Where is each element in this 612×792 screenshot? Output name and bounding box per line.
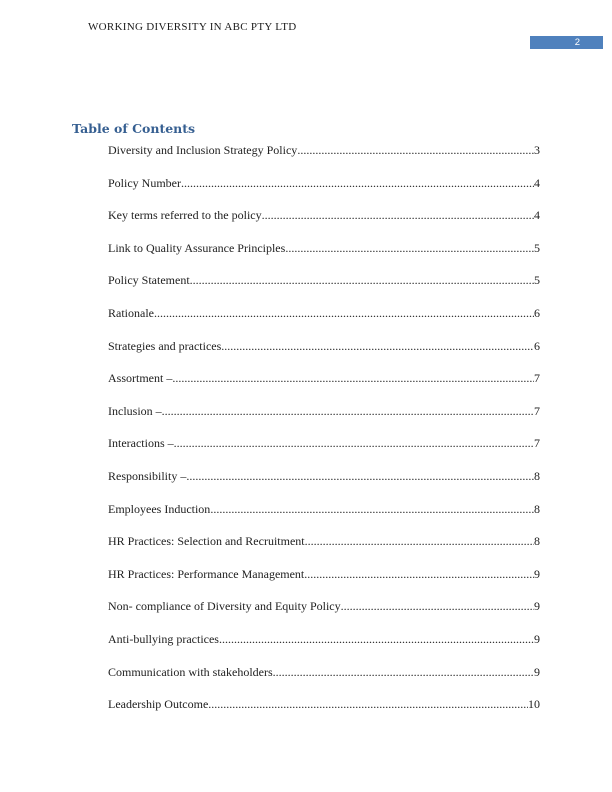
toc-entry-title: Employees Induction xyxy=(108,501,211,516)
toc-entry-title: Communication with stakeholders xyxy=(108,664,273,679)
toc-entry[interactable] xyxy=(108,241,540,256)
toc-entry[interactable] xyxy=(108,273,540,288)
toc-entry-page: 9 xyxy=(534,599,540,614)
toc-entry-page: 9 xyxy=(534,664,540,679)
toc-entry[interactable] xyxy=(108,306,540,321)
dot-leader xyxy=(297,143,534,158)
toc-entry-title: Leadership Outcome xyxy=(108,697,209,712)
toc-entry-title: Link to Quality Assurance Principles xyxy=(108,240,286,255)
toc-entry-page: 7 xyxy=(534,371,540,386)
dot-leader xyxy=(154,306,534,321)
dot-leader xyxy=(304,567,534,582)
dot-leader xyxy=(341,599,534,614)
dot-leader xyxy=(221,339,534,354)
toc-entry-page: 9 xyxy=(534,566,540,581)
table-of-contents xyxy=(72,121,540,730)
toc-entry[interactable] xyxy=(108,143,540,158)
toc-entry[interactable] xyxy=(108,404,540,419)
toc-entry[interactable] xyxy=(108,567,540,582)
toc-entry-page: 5 xyxy=(534,240,540,255)
toc-entry[interactable] xyxy=(108,599,540,614)
dot-leader xyxy=(162,404,534,419)
toc-entry[interactable] xyxy=(108,632,540,647)
toc-entry[interactable] xyxy=(108,436,540,451)
toc-entry-title: Strategies and practices xyxy=(108,338,222,353)
toc-entry-title: Non- compliance of Diversity and Equity Policy xyxy=(108,599,341,614)
running-header-title: WORKING DIVERSITY IN ABC PTY LTD xyxy=(88,21,297,33)
dot-leader xyxy=(219,632,534,647)
toc-entry-page: 4 xyxy=(534,175,540,190)
toc-entry-page: 3 xyxy=(534,143,540,157)
toc-entry-page: 7 xyxy=(534,403,540,418)
toc-entry[interactable] xyxy=(108,534,540,549)
toc-entry-title: Policy Statement xyxy=(108,273,190,288)
toc-entry-page: 10 xyxy=(528,697,540,712)
toc-entry-title: Responsibility – xyxy=(108,468,187,483)
toc-entry-title: HR Practices: Performance Management xyxy=(108,566,305,581)
page-number-bar xyxy=(530,36,603,49)
toc-entry-title: Inclusion – xyxy=(108,403,162,418)
dot-leader xyxy=(172,371,534,386)
toc-list xyxy=(72,143,540,712)
toc-heading: Table of Contents xyxy=(72,121,196,136)
dot-leader xyxy=(181,176,534,191)
dot-leader xyxy=(285,241,534,256)
toc-entry-title: Policy Number xyxy=(108,175,181,190)
dot-leader xyxy=(186,469,534,484)
dot-leader xyxy=(190,273,534,288)
toc-entry-title: Diversity and Inclusion Strategy Policy xyxy=(108,143,298,157)
toc-entry[interactable] xyxy=(108,339,540,354)
toc-entry[interactable] xyxy=(108,371,540,386)
toc-entry[interactable] xyxy=(108,665,540,680)
dot-leader xyxy=(305,534,534,549)
toc-entry-page: 4 xyxy=(534,208,540,223)
dot-leader xyxy=(273,665,534,680)
dot-leader xyxy=(174,436,534,451)
toc-entry-title: Interactions – xyxy=(108,436,174,451)
toc-entry-page: 8 xyxy=(534,468,540,483)
toc-entry-title: Rationale xyxy=(108,305,154,320)
toc-entry[interactable] xyxy=(108,469,540,484)
toc-entry[interactable] xyxy=(108,208,540,223)
toc-entry[interactable] xyxy=(108,697,540,712)
toc-entry-page: 9 xyxy=(534,631,540,646)
dot-leader xyxy=(210,502,534,517)
toc-entry[interactable] xyxy=(108,176,540,191)
toc-entry-title: Key terms referred to the policy xyxy=(108,208,262,223)
toc-entry-title: Anti-bullying practices xyxy=(108,631,219,646)
toc-entry-title: HR Practices: Selection and Recruitment xyxy=(108,534,305,549)
dot-leader xyxy=(208,697,528,712)
toc-entry-page: 7 xyxy=(534,436,540,451)
toc-entry-title: Assortment – xyxy=(108,371,173,386)
toc-entry-page: 5 xyxy=(534,273,540,288)
dot-leader xyxy=(262,208,534,223)
toc-entry-page: 8 xyxy=(534,534,540,549)
toc-entry[interactable] xyxy=(108,502,540,517)
toc-entry-page: 6 xyxy=(534,305,540,320)
toc-entry-page: 8 xyxy=(534,501,540,516)
toc-entry-page: 6 xyxy=(534,338,540,353)
page-number: 2 xyxy=(574,36,580,48)
